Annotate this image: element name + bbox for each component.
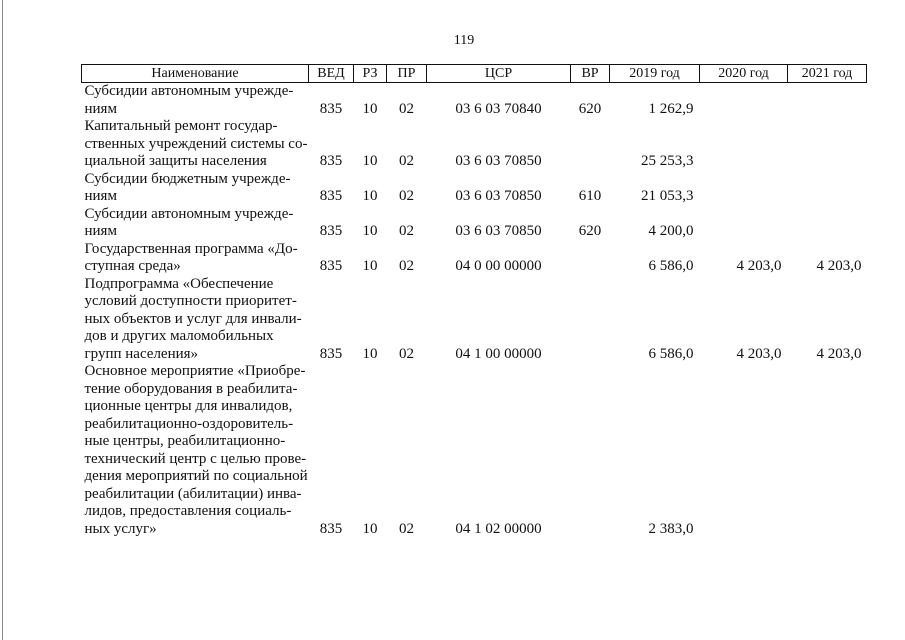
row-2021: 4 203,0 [816,258,862,274]
row-ved: 835 [319,188,343,204]
row-pr: 02 [399,345,414,362]
header-csr: ЦСР [427,65,571,83]
row-2021 [788,206,867,241]
header-2021: 2021 год [788,65,867,83]
row-vr: 620 [578,223,602,239]
row-2020 [700,118,788,171]
row-2020: 4 203,0 [736,258,782,274]
row-csr: 03 6 03 70840 [455,100,542,117]
row-2020 [700,83,788,119]
row-name: Капитальный ремонт государ- ственных учреждений системы со- циальной защиты населения [84,118,308,169]
table-row [82,276,867,364]
header-pr: ПР [387,65,427,83]
row-2019: 25 253,3 [641,153,694,169]
row-vr [571,241,610,276]
header-name: Наименование [82,65,309,83]
table-row [82,171,867,206]
row-vr [571,276,610,364]
row-2020 [700,171,788,206]
header-rz: РЗ [354,65,387,83]
row-name: Субсидии бюджетным учрежде- ниям [84,170,291,204]
header-ved: ВЕД [309,65,354,83]
header-vr: ВР [571,65,610,83]
row-2020 [700,363,788,538]
row-ved: 835 [319,345,343,362]
row-name: Субсидии автономным учрежде- ниям [84,205,294,239]
row-csr: 03 6 03 70850 [455,188,542,204]
row-pr: 02 [399,223,414,239]
row-2019: 2 383,0 [648,520,694,537]
row-rz: 10 [362,345,378,362]
row-2019: 21 053,3 [641,188,694,204]
row-ved: 835 [319,223,343,239]
table-header-row [82,65,867,83]
row-csr: 04 1 02 00000 [455,520,542,537]
row-2021 [788,118,867,171]
page-number: 119 [453,33,475,48]
row-rz: 10 [362,520,378,537]
row-rz: 10 [362,100,378,117]
budget-table [81,64,867,538]
row-pr: 02 [399,153,414,169]
row-ved: 835 [319,520,343,537]
row-csr: 03 6 03 70850 [455,153,542,169]
row-2021 [788,171,867,206]
row-2021 [788,363,867,538]
row-2019: 1 262,9 [648,100,694,117]
row-csr: 03 6 03 70850 [455,223,542,239]
row-vr: 620 [578,100,602,117]
row-vr [571,363,610,538]
table-row [82,206,867,241]
row-ved: 835 [319,153,343,169]
row-csr: 04 1 00 00000 [455,345,542,362]
table-row [82,83,867,119]
row-rz: 10 [362,223,378,239]
row-2020 [700,206,788,241]
row-2019: 6 586,0 [648,345,694,362]
row-pr: 02 [399,258,414,274]
row-name: Субсидии автономным учрежде- ниям [84,83,294,117]
row-vr [571,118,610,171]
table-row [82,118,867,171]
row-pr: 02 [399,520,414,537]
row-2019: 6 586,0 [648,258,694,274]
row-ved: 835 [319,100,343,117]
table-row [82,241,867,276]
row-name: Государственная программа «До- ступная среда» [84,240,298,274]
row-rz: 10 [362,188,378,204]
row-2019: 4 200,0 [648,223,694,239]
row-vr: 610 [578,188,602,204]
row-2021 [788,83,867,119]
row-pr: 02 [399,100,414,117]
table-row [82,363,867,538]
row-name: Основное мероприятие «Приобре- тение оборудования в реабилита- ционные центры для инвалидов, реабилитационно-оздоровитель- ные центры, реабилитационно- технический центр с целью прове- дения мероприятий по социальной реабилитации (абилитации) инва- лидов, предоставления социаль- ных услуг» [84,363,308,537]
header-2019: 2019 год [610,65,700,83]
row-pr: 02 [399,188,414,204]
page-left-edge-rule [2,0,3,640]
row-name: Подпрограмма «Обеспечение условий доступности приоритет- ных объектов и услуг для инвали- дов и других маломобильных групп населения» [84,275,302,362]
header-2020: 2020 год [700,65,788,83]
row-csr: 04 0 00 00000 [455,258,542,274]
row-rz: 10 [362,153,378,169]
row-2021: 4 203,0 [816,345,862,362]
row-2020: 4 203,0 [736,345,782,362]
row-rz: 10 [362,258,378,274]
row-ved: 835 [319,258,343,274]
